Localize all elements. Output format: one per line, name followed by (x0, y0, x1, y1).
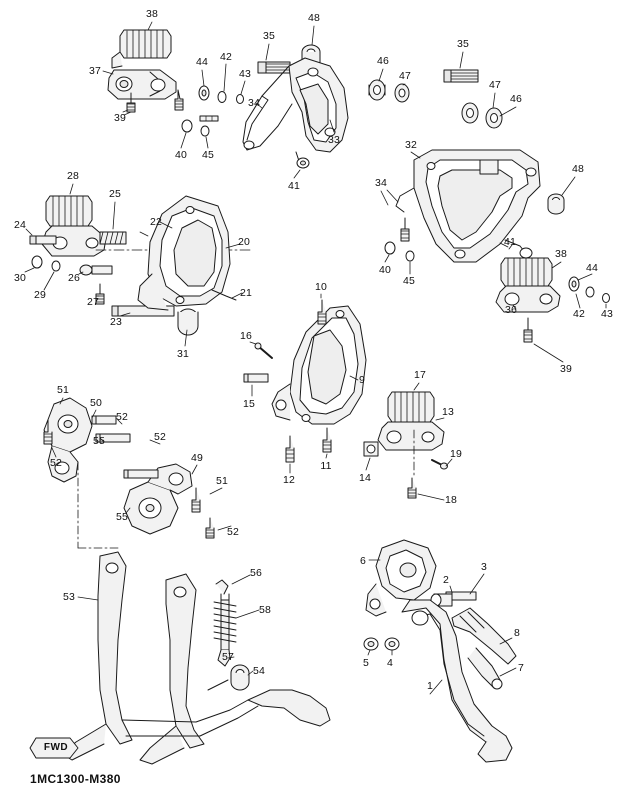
callout-15: 15 (242, 397, 256, 410)
callout-52c: 52 (49, 456, 63, 469)
callout-47b: 47 (488, 78, 502, 91)
callout-40b: 40 (378, 263, 392, 276)
callout-50: 50 (89, 396, 103, 409)
callout-20: 20 (237, 235, 251, 248)
part-group-fasteners-upper (175, 86, 244, 136)
callout-39a: 39 (113, 111, 127, 124)
part-group-spacers-46-47 (369, 70, 502, 128)
callout-46b: 46 (509, 92, 523, 105)
callout-34a: 34 (247, 96, 261, 109)
callout-12: 12 (282, 473, 296, 486)
callout-40a: 40 (174, 148, 188, 161)
callout-34b: 34 (374, 176, 388, 189)
fwd-label: FWD (43, 742, 69, 753)
part-number-code: 1MC1300-M380 (30, 772, 121, 786)
callout-55b: 55 (115, 510, 129, 523)
callout-13: 13 (441, 405, 455, 418)
callout-35b: 35 (456, 37, 470, 50)
callout-57: 57 (221, 650, 235, 663)
callout-8: 8 (513, 626, 521, 639)
callout-48a: 48 (307, 11, 321, 24)
callout-52b: 52 (153, 430, 167, 443)
callout-26: 26 (67, 271, 81, 284)
callout-14: 14 (358, 471, 372, 484)
callout-37: 37 (88, 64, 102, 77)
callout-3: 3 (480, 560, 488, 573)
callout-43a: 43 (238, 67, 252, 80)
callout-31: 31 (176, 347, 190, 360)
callout-18: 18 (444, 493, 458, 506)
callout-35a: 35 (262, 29, 276, 42)
part-bracket-32 (396, 150, 540, 262)
fwd-direction-badge (33, 735, 79, 760)
callout-43b: 43 (600, 307, 614, 320)
callout-41b: 41 (503, 235, 517, 248)
callout-42a: 42 (219, 50, 233, 63)
callout-23: 23 (109, 315, 123, 328)
callout-46a: 46 (376, 54, 390, 67)
callout-52a: 52 (115, 410, 129, 423)
part-group-fasteners-right (385, 218, 414, 261)
callout-44b: 44 (585, 261, 599, 274)
callout-56: 56 (249, 566, 263, 579)
callout-4: 4 (386, 656, 394, 669)
callout-42b: 42 (572, 307, 586, 320)
callout-30: 30 (13, 271, 27, 284)
callout-45a: 45 (201, 148, 215, 161)
part-group-rear-right-footrest (364, 392, 448, 498)
callout-25: 25 (108, 187, 122, 200)
callout-29: 29 (33, 288, 47, 301)
callout-38b: 38 (554, 247, 568, 260)
callout-27: 27 (86, 295, 100, 308)
callout-58: 58 (258, 603, 272, 616)
part-collar-48-right (548, 194, 564, 214)
callout-5: 5 (362, 656, 370, 669)
callout-21: 21 (239, 286, 253, 299)
part-bracket-33 (243, 58, 348, 168)
callout-28: 28 (66, 169, 80, 182)
part-center-stand-53 (62, 552, 330, 764)
callout-51a: 51 (56, 383, 70, 396)
callout-45b: 45 (402, 274, 416, 287)
callout-32: 32 (404, 138, 418, 151)
callout-38a: 38 (145, 7, 159, 20)
callout-48b: 48 (571, 162, 585, 175)
callout-54: 54 (252, 664, 266, 677)
callout-19: 19 (449, 447, 463, 460)
callout-52d: 52 (226, 525, 240, 538)
callout-33: 33 (327, 133, 341, 146)
callout-17: 17 (413, 368, 427, 381)
callout-6: 6 (359, 554, 367, 567)
part-bolt-35-left (258, 62, 290, 73)
part-group-left-front-footrest (108, 30, 176, 115)
callout-22: 22 (149, 215, 163, 228)
part-group-stand-brackets (44, 398, 214, 548)
callout-10: 10 (314, 280, 328, 293)
callout-47a: 47 (398, 69, 412, 82)
callout-44a: 44 (195, 55, 209, 68)
callout-24: 24 (13, 218, 27, 231)
callout-36: 36 (504, 303, 518, 316)
part-bracket-9 (244, 300, 366, 462)
callout-9: 9 (358, 373, 366, 386)
callout-11: 11 (320, 459, 332, 472)
callout-49: 49 (190, 451, 204, 464)
part-group-side-stand (364, 540, 516, 762)
callout-51b: 51 (215, 474, 229, 487)
callout-55a: 55 (92, 434, 106, 447)
callout-1: 1 (426, 679, 434, 692)
callout-41a: 41 (287, 179, 301, 192)
callout-39b: 39 (559, 362, 573, 375)
callout-53: 53 (62, 590, 76, 603)
callout-7: 7 (517, 661, 525, 674)
callout-16: 16 (239, 329, 253, 342)
callout-2: 2 (442, 573, 450, 586)
